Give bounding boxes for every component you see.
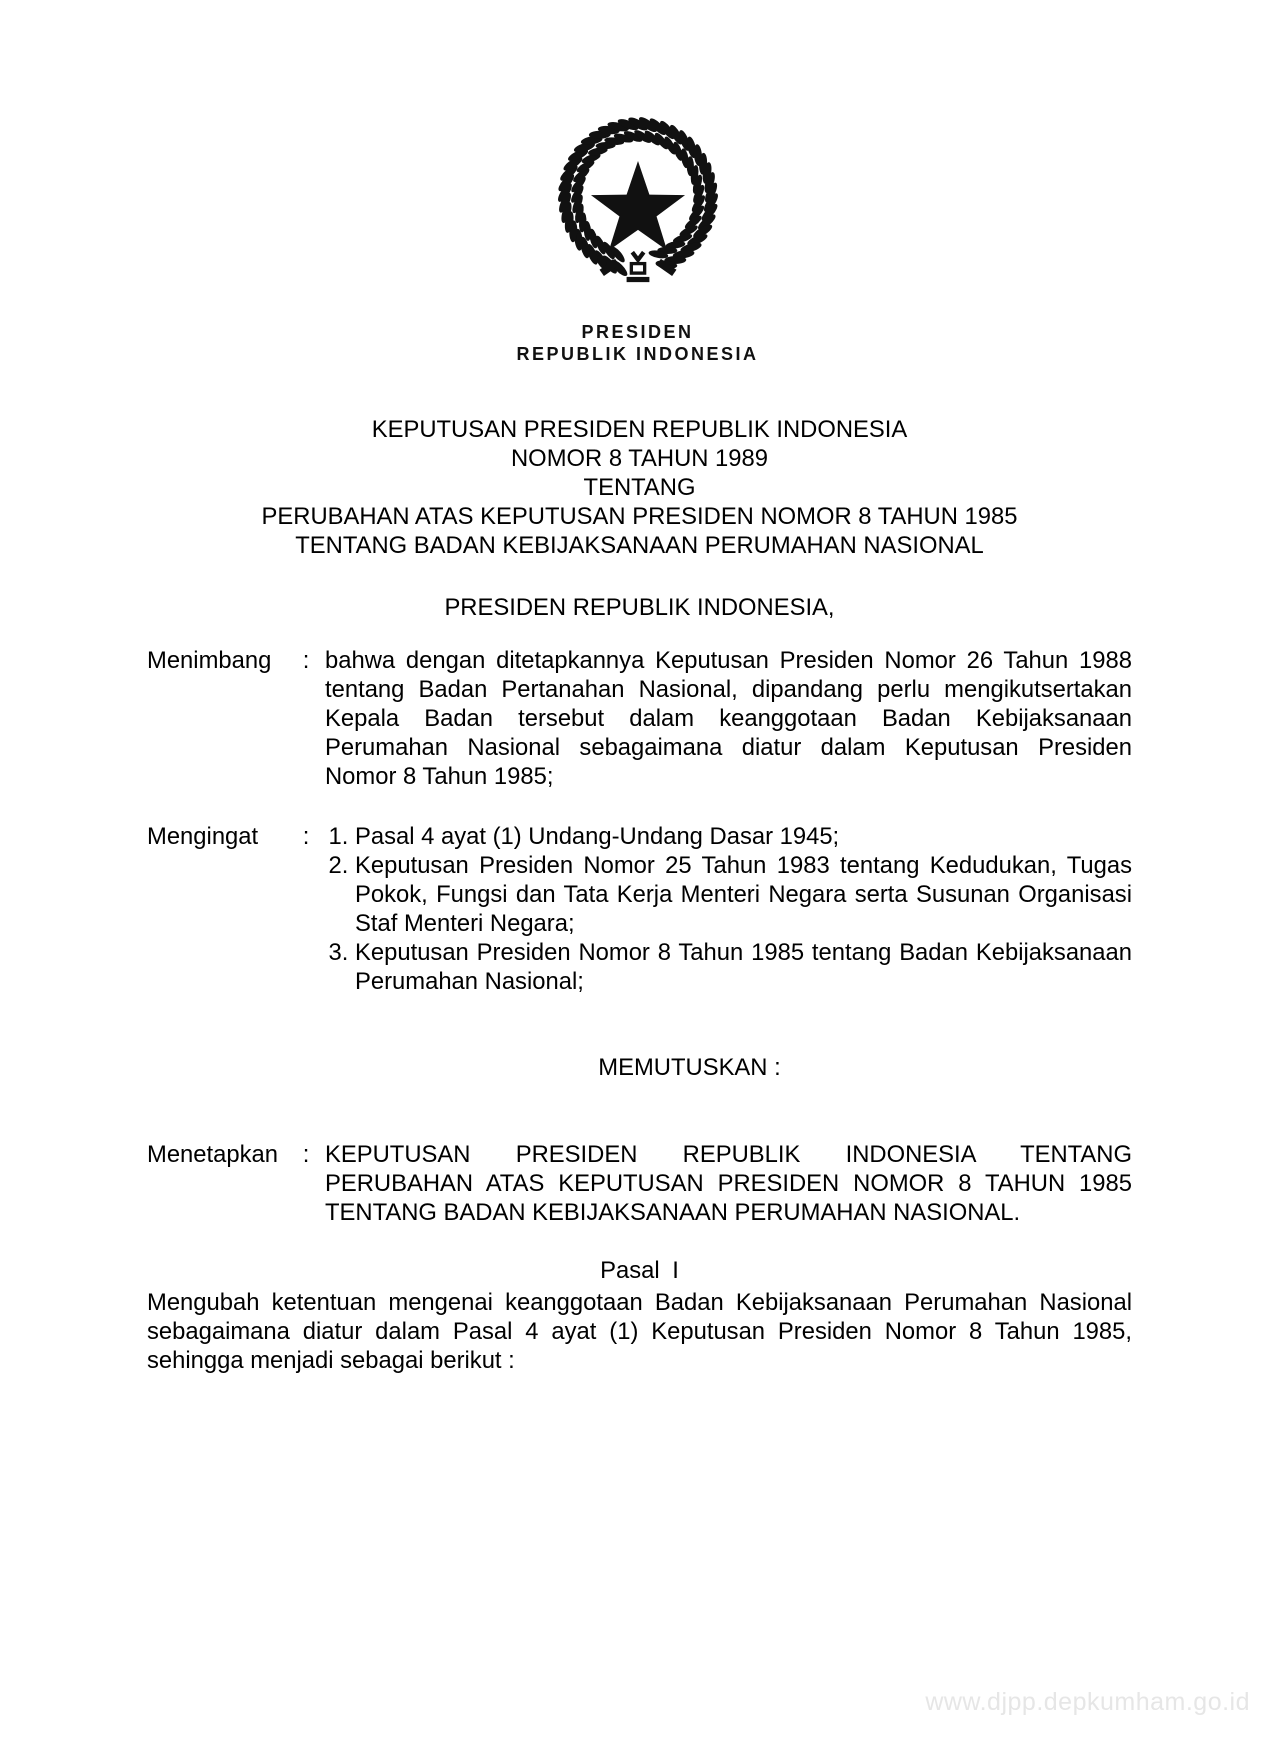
salutation: PRESIDEN REPUBLIK INDONESIA,	[444, 594, 835, 621]
letterhead-line-republik: REPUBLIK INDONESIA	[516, 344, 759, 364]
document-body	[147, 415, 1132, 1375]
page-title	[147, 415, 1132, 560]
clause-menimbang-colon: :	[302, 647, 310, 674]
list-item: 1. Pasal 4 ayat (1) Undang-Undang Dasar 1945;	[355, 822, 1132, 851]
legal-considerations-list	[325, 822, 1132, 996]
letterhead	[0, 321, 1275, 365]
title-line-1: KEPUTUSAN PRESIDEN REPUBLIK INDONESIA	[371, 416, 908, 443]
title-line-3: TENTANG	[583, 474, 696, 501]
clause-mengingat-label: Mengingat	[147, 823, 259, 850]
letterhead-line-presiden: PRESIDEN	[581, 322, 694, 342]
document-page	[0, 104, 1275, 1754]
title-line-2: NOMOR 8 TAHUN 1989	[511, 445, 768, 472]
title-line-4: PERUBAHAN ATAS KEPUTUSAN PRESIDEN NOMOR 8 TAHUN 1985	[261, 503, 1018, 530]
clause-menetapkan-label: Menetapkan	[147, 1141, 278, 1168]
star-icon	[590, 161, 684, 250]
clause-menimbang-text: bahwa dengan ditetapkannya Keputusan Presiden Nomor 26 Tahun 1988 tentang Badan Pertanahan Nasional, dipandang perlu mengikutsertakan Kepala Badan tersebut dalam keanggotaan Badan Kebijaksanaan Perumahan Nasional sebagaimana diatur dalam Keputusan Presiden Nomor 8 Tahun 1985;	[325, 647, 1132, 790]
pasal-1-body: Mengubah ketentuan mengenai keanggotaan Badan Kebijaksanaan Perumahan Nasional sebagaimana diatur dalam Pasal 4 ayat (1) Keputusan Presiden Nomor 8 Tahun 1985, sehingga menjadi sebagai berikut :	[147, 1289, 1132, 1374]
pasal-1-heading: Pasal I	[600, 1257, 679, 1284]
clause-mengingat	[147, 822, 1132, 996]
title-line-5: TENTANG BADAN KEBIJAKSANAAN PERUMAHAN NASIONAL	[295, 532, 984, 559]
clause-menetapkan-text: KEPUTUSAN PRESIDEN REPUBLIK INDONESIA TENTANG PERUBAHAN ATAS KEPUTUSAN PRESIDEN NOMOR 8 TAHUN 1985 TENTANG BADAN KEBIJAKSANAAN PERUMAHAN NASIONAL.	[325, 1141, 1132, 1226]
clause-mengingat-colon: :	[302, 823, 310, 850]
list-item: 3. Keputusan Presiden Nomor 8 Tahun 1985 tentang Badan Kebijaksanaan Perumahan Nasional;	[355, 938, 1132, 996]
clause-menimbang	[147, 646, 1132, 791]
clause-menetapkan	[147, 1140, 1132, 1227]
list-item: 2. Keputusan Presiden Nomor 25 Tahun 1983 tentang Kedudukan, Tugas Pokok, Fungsi dan Tata Kerja Menteri Negara serta Susunan Organisasi Staf Menteri Negara;	[355, 851, 1132, 938]
presidential-seal-icon	[543, 104, 733, 294]
clause-menimbang-label: Menimbang	[147, 647, 272, 674]
clause-mengingat-list-wrap	[325, 822, 1132, 996]
watermark: www.djpp.depkumham.go.id	[925, 1688, 1250, 1716]
memutuskan-heading: MEMUTUSKAN :	[598, 1054, 781, 1081]
clause-menetapkan-colon: :	[302, 1141, 310, 1168]
